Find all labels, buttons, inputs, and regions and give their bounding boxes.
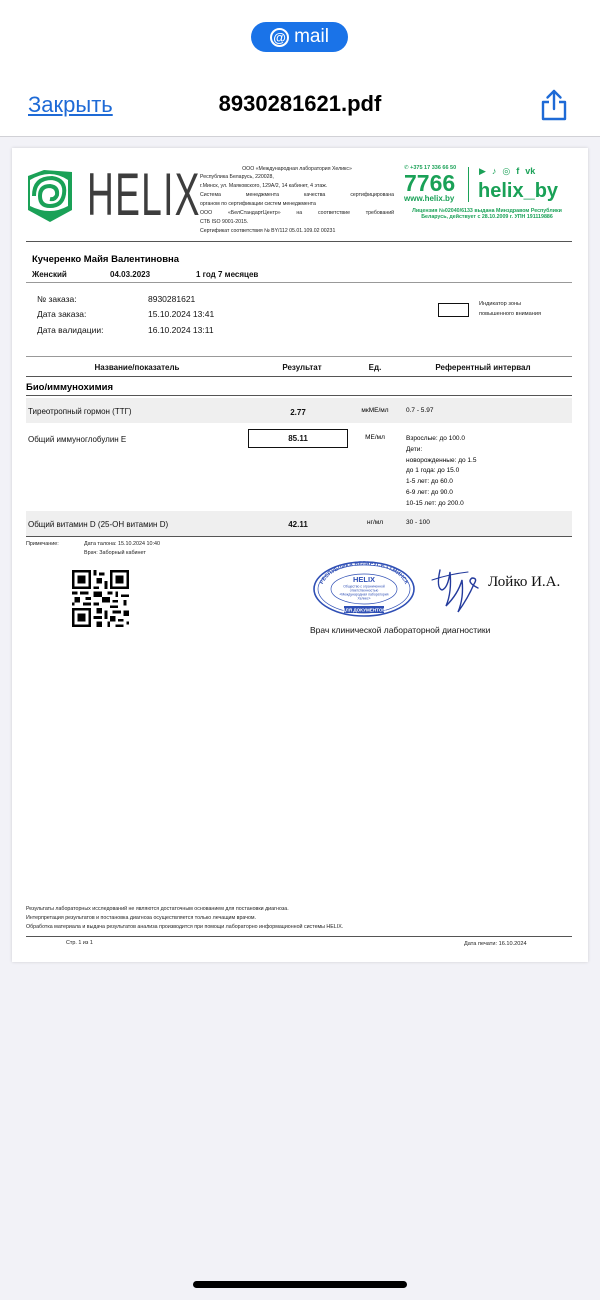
license-line-1: Лицензия №02040/6133 выдана Минздравом Республики (412, 208, 562, 214)
doctor-position: Врач клинической лабораторной диагностики (310, 625, 491, 635)
row-result: 2.77 (290, 408, 306, 417)
validation-date-label: Дата валидации: (37, 325, 104, 335)
order-number-label: № заказа: (37, 294, 77, 304)
section-divider (26, 395, 572, 396)
instagram-icon: ◎ (502, 166, 511, 176)
order-date: 15.10.2024 13:41 (148, 309, 215, 319)
license-line-2: Беларусь, действует с 28.10.2009 г. УПН 191119886 (421, 214, 553, 220)
patient-name: Кучеренко Майя Валентиновна (32, 254, 180, 265)
row-unit: нг/мл (366, 519, 384, 526)
org-name: ООО «Международная лаборатория Хеликс» (242, 166, 352, 172)
row-unit: МЕ/мл (365, 434, 385, 441)
stamp-logo: HELIX (352, 575, 376, 584)
validation-date: 16.10.2024 13:11 (148, 325, 214, 335)
patient-age: 1 год 7 месяцев (196, 270, 259, 279)
social-icons (479, 166, 535, 177)
patient-dob: 04.03.2023 (110, 270, 151, 279)
notes-label: Примечание: (26, 541, 59, 547)
facebook-icon: f (516, 166, 520, 176)
reference-line: Дети: (406, 445, 423, 453)
patient-sex: Женский (32, 270, 67, 279)
share-icon[interactable] (538, 88, 570, 122)
row-name: Тиреотропный гормон (ТТГ) (28, 407, 132, 416)
reference-line: 10-15 лет: до 200.0 (406, 499, 464, 507)
mail-pill-label: mail (294, 26, 329, 47)
short-number: 7766 (404, 170, 456, 196)
mail-app-pill[interactable] (251, 22, 348, 52)
notes-ticket-date: Дата талона: 15.10.2024 10:40 (84, 541, 160, 547)
helix-logo-text: HELIX (87, 161, 201, 228)
reference-line: 6-9 лет: до 90.0 (406, 488, 453, 496)
disclaimer-2: Интерпретация результатов и постановка диагноза осуществляется только лечащим врачом. (26, 915, 257, 921)
vk-icon: vk (525, 166, 536, 176)
phone-text: +375 17 336 66 50 (410, 165, 457, 171)
col-header-result: Результат (282, 363, 322, 372)
reference-line: новорожденные: до 1.5 (406, 456, 477, 464)
row-reference: 30 - 100 (406, 519, 430, 526)
close-button[interactable]: Закрыть (28, 92, 113, 117)
order-date-label: Дата заказа: (37, 309, 87, 319)
row-reference: 0.7 - 5.97 (406, 407, 434, 414)
handwritten-signature (428, 558, 484, 616)
disclaimer-3: Обработка материала и выдача результатов анализа производится при помощи лабораторно информационной системы HELIX. (26, 924, 344, 930)
org-standard: СТБ ISO 9001-2015. (200, 219, 249, 225)
org-qms-1: Система менеджмента качества сертифицирована (200, 192, 394, 198)
helix-logo-icon (24, 166, 76, 224)
home-indicator[interactable] (193, 1281, 407, 1288)
stamp-bottom-text: ДЛЯ ДОКУМЕНТОВ (342, 607, 386, 613)
org-address: г.Минск, ул. Маяковского, 129А/2, 14 кабинет, 4 этаж. (200, 183, 328, 189)
stamp-icon (312, 560, 416, 618)
reference-line: Взрослые: до 100.0 (406, 435, 465, 442)
stamp-top-text: РЕСПУБЛИКА БЕЛАРУСЬ • г.МИНСК (319, 560, 409, 586)
pdf-page (12, 148, 588, 962)
reference-line: 1-5 лет: до 60.0 (406, 478, 453, 486)
indicator-label-1: Индикатор зоны (479, 301, 522, 307)
stamp-middle-1: Общество с ограниченной (343, 584, 385, 589)
row-reference-list (406, 434, 476, 510)
row-name: Общий витамин D (25-OH витамин D) (28, 520, 169, 529)
col-header-name: Название/показатель (94, 363, 180, 372)
contact-divider (468, 167, 469, 202)
footer-divider (26, 936, 572, 937)
col-header-unit: Ед. (368, 363, 382, 372)
phone-icon: ✆ (404, 165, 409, 171)
indicator-label-2: повышенного внимания (479, 311, 541, 317)
org-country: Республика Беларусь, 220028, (200, 174, 274, 180)
row-name: Общий иммуноглобулин Е (28, 435, 127, 444)
doctor-name: Лойко И.А. (488, 574, 561, 590)
row-unit: мкМЕ/мл (361, 407, 389, 414)
section-title: Био/иммунохимия (26, 382, 114, 393)
social-handle: helix_by (478, 180, 559, 202)
stamp-middle-2: ответственностью (349, 588, 379, 593)
col-header-reference: Референтный интервал (435, 363, 531, 372)
order-divider (26, 356, 572, 357)
org-qms-2: органом по сертификации систем менеджмента (200, 201, 316, 207)
stamp-middle-3: «Международная лаборатория (339, 592, 389, 597)
header-divider (26, 241, 572, 242)
org-certificate: Сертификат соответствия № BY/112 05.01.109.02 00231 (200, 228, 336, 234)
patient-divider (26, 282, 572, 283)
notes-doctor: Врач: Заборный кабинет (84, 550, 146, 556)
disclaimer-1: Результаты лабораторных исследований не являются достаточным основанием для постановки диагноза. (26, 906, 289, 912)
at-icon: @ (270, 28, 289, 47)
page-number: Стр. 1 из 1 (66, 940, 93, 946)
table-header-divider (26, 376, 572, 377)
viewer-header (0, 0, 600, 137)
row-result: 42.11 (288, 520, 308, 529)
table-bottom-divider (26, 536, 572, 537)
print-date: Дата печати: 16.10.2024 (464, 941, 527, 947)
file-name-title: 8930281621.pdf (218, 91, 382, 116)
tiktok-icon: ♪ (491, 166, 497, 176)
order-number: 8930281621 (148, 294, 196, 304)
stamp-middle-4: Хеликс» (357, 596, 371, 601)
row-result-flagged: 85.11 (248, 429, 348, 448)
youtube-icon: ▶ (479, 166, 486, 176)
attention-indicator-box (438, 303, 469, 317)
website: www.helix.by (404, 194, 455, 203)
qr-code (72, 570, 129, 627)
reference-line: до 1 года: до 15.0 (406, 467, 460, 475)
org-qms-3: ООО «БелСтандартЦентр» на соответствие требований (200, 210, 394, 216)
